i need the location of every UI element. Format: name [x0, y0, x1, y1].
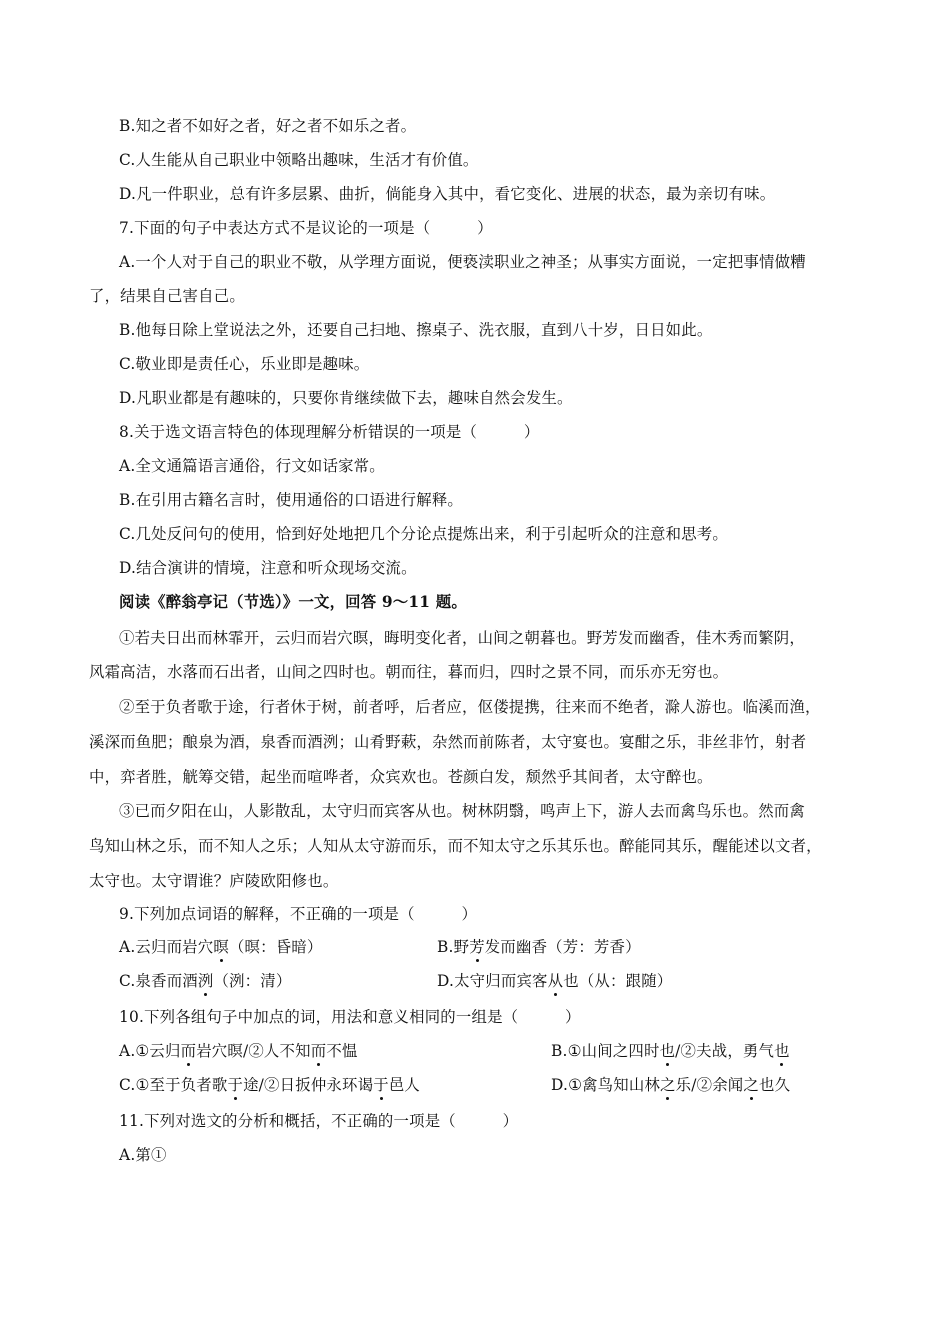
emphasis-dot-word: 暝	[213, 938, 229, 956]
q9-option-c: C.泉香而酒洌（洌：清）	[119, 972, 292, 990]
q8-option-d: D.结合演讲的情境，注意和听众现场交流。	[119, 559, 417, 577]
passage-p2-line2: 溪深而鱼肥；酿泉为酒，泉香而酒洌；山肴野蔌，杂然而前陈者，太守宴也。宴酣之乐，非丝非竹，射者	[89, 733, 807, 751]
q8-option-a: A.全文通篇语言通俗，行文如话家常。	[119, 457, 385, 475]
emphasis-dot-word: 而	[310, 1042, 327, 1060]
q10-option-a: A.①云归而岩穴暝/②人不知而不愠	[119, 1042, 358, 1060]
emphasis-dot-word: 而	[180, 1042, 197, 1060]
q7-option-c: C.敬业即是责任心，乐业即是趣味。	[119, 355, 370, 373]
q11-stem: 11.下列对选文的分析和概括，不正确的一项是（ ）	[119, 1112, 519, 1130]
q7-option-a-line1: A.一个人对于自己的职业不敬，从学理方面说，便亵渎职业之神圣；从事实方面说，一定把事情做糟	[119, 253, 806, 271]
q6-option-b: B.知之者不如好之者，好之者不如乐之者。	[119, 117, 417, 135]
passage-p3-line3: 太守也。太守谓谁？庐陵欧阳修也。	[89, 872, 339, 890]
q10-stem: 10.下列各组句子中加点的词，用法和意义相同的一组是（ ）	[119, 1008, 581, 1026]
emphasis-dot-word: 也	[659, 1042, 676, 1060]
q6-option-c: C.人生能从自己职业中领略出趣味，生活才有价值。	[119, 151, 479, 169]
emphasis-dot-word: 从	[547, 972, 564, 990]
q6-option-d: D.凡一件职业，总有许多层累、曲折，倘能身入其中，看它变化、进展的状态，最为亲切有味。	[119, 185, 776, 203]
emphasis-dot-word: 于	[373, 1076, 389, 1094]
q8-option-b: B.在引用古籍名言时，使用通俗的口语进行解释。	[119, 491, 464, 509]
emphasis-dot-word: 洌	[197, 972, 214, 990]
q8-stem: 8.关于选文语言特色的体现理解分析错误的一项是（ ）	[119, 423, 540, 441]
passage-p2-line1: ②至于负者歌于途，行者休于树，前者呼，后者应，伛偻提携，往来而不绝者，滁人游也。临溪而渔，	[119, 698, 821, 716]
passage-p3-line1: ③已而夕阳在山，人影散乱，太守归而宾客从也。树林阴翳，鸣声上下，游人去而禽鸟乐也。然而禽	[119, 802, 805, 820]
q10-option-b: B.①山间之四时也/②夫战，勇气也	[551, 1042, 790, 1060]
q9-option-b: B.野芳发而幽香（芳：芳香）	[437, 938, 641, 956]
q9-stem: 9.下列加点词语的解释，不正确的一项是（ ）	[119, 905, 478, 923]
q8-option-c: C.几处反问句的使用，恰到好处地把几个分论点提炼出来，利于引起听众的注意和思考。	[119, 525, 728, 543]
passage-p2-line3: 中，弈者胜，觥筹交错，起坐而喧哗者，众宾欢也。苍颜白发，颓然乎其间者，太守醉也。	[89, 768, 713, 786]
q7-option-a-line2: 了，结果自己害自己。	[89, 287, 245, 305]
emphasis-dot-word: 也	[774, 1042, 790, 1060]
q11-option-a: A.第①	[119, 1146, 167, 1164]
q10-option-d: D.①禽鸟知山林之乐/②余闻之也久	[551, 1076, 791, 1094]
passage-p3-line2: 鸟知山林之乐，而不知人之乐；人知从太守游而乐，而不知太守之乐其乐也。醉能同其乐，醒能述以文者，	[89, 837, 822, 855]
q7-option-d: D.凡职业都是有趣味的，只要你肯继续做下去，趣味自然会发生。	[119, 389, 573, 407]
q9-option-d: D.太守归而宾客从也（从：跟随）	[437, 972, 673, 990]
emphasis-dot-word: 之	[660, 1076, 676, 1094]
q7-stem: 7.下面的句子中表达方式不是议论的一项是（ ）	[119, 219, 493, 237]
emphasis-dot-word: 之	[743, 1076, 759, 1094]
emphasis-dot-word: 于	[227, 1076, 244, 1094]
q9-option-a: A.云归而岩穴暝（暝：昏暗）	[119, 938, 323, 956]
q10-option-c: C.①至于负者歌于途/②日扳仲永环谒于邑人	[119, 1076, 420, 1094]
reading-heading: 阅读《醉翁亭记（节选）》一文，回答 9～11 题。	[119, 593, 467, 611]
emphasis-dot-word: 芳	[469, 938, 485, 956]
q7-option-b: B.他每日除上堂说法之外，还要自己扫地、擦桌子、洗衣服，直到八十岁，日日如此。	[119, 321, 713, 339]
passage-p1-line2: 风霜高洁，水落而石出者，山间之四时也。朝而往，暮而归，四时之景不同，而乐亦无穷也。	[89, 663, 729, 681]
passage-p1-line1: ①若夫日出而林霏开，云归而岩穴暝，晦明变化者，山间之朝暮也。野芳发而幽香，佳木秀而繁阴，	[119, 629, 805, 647]
